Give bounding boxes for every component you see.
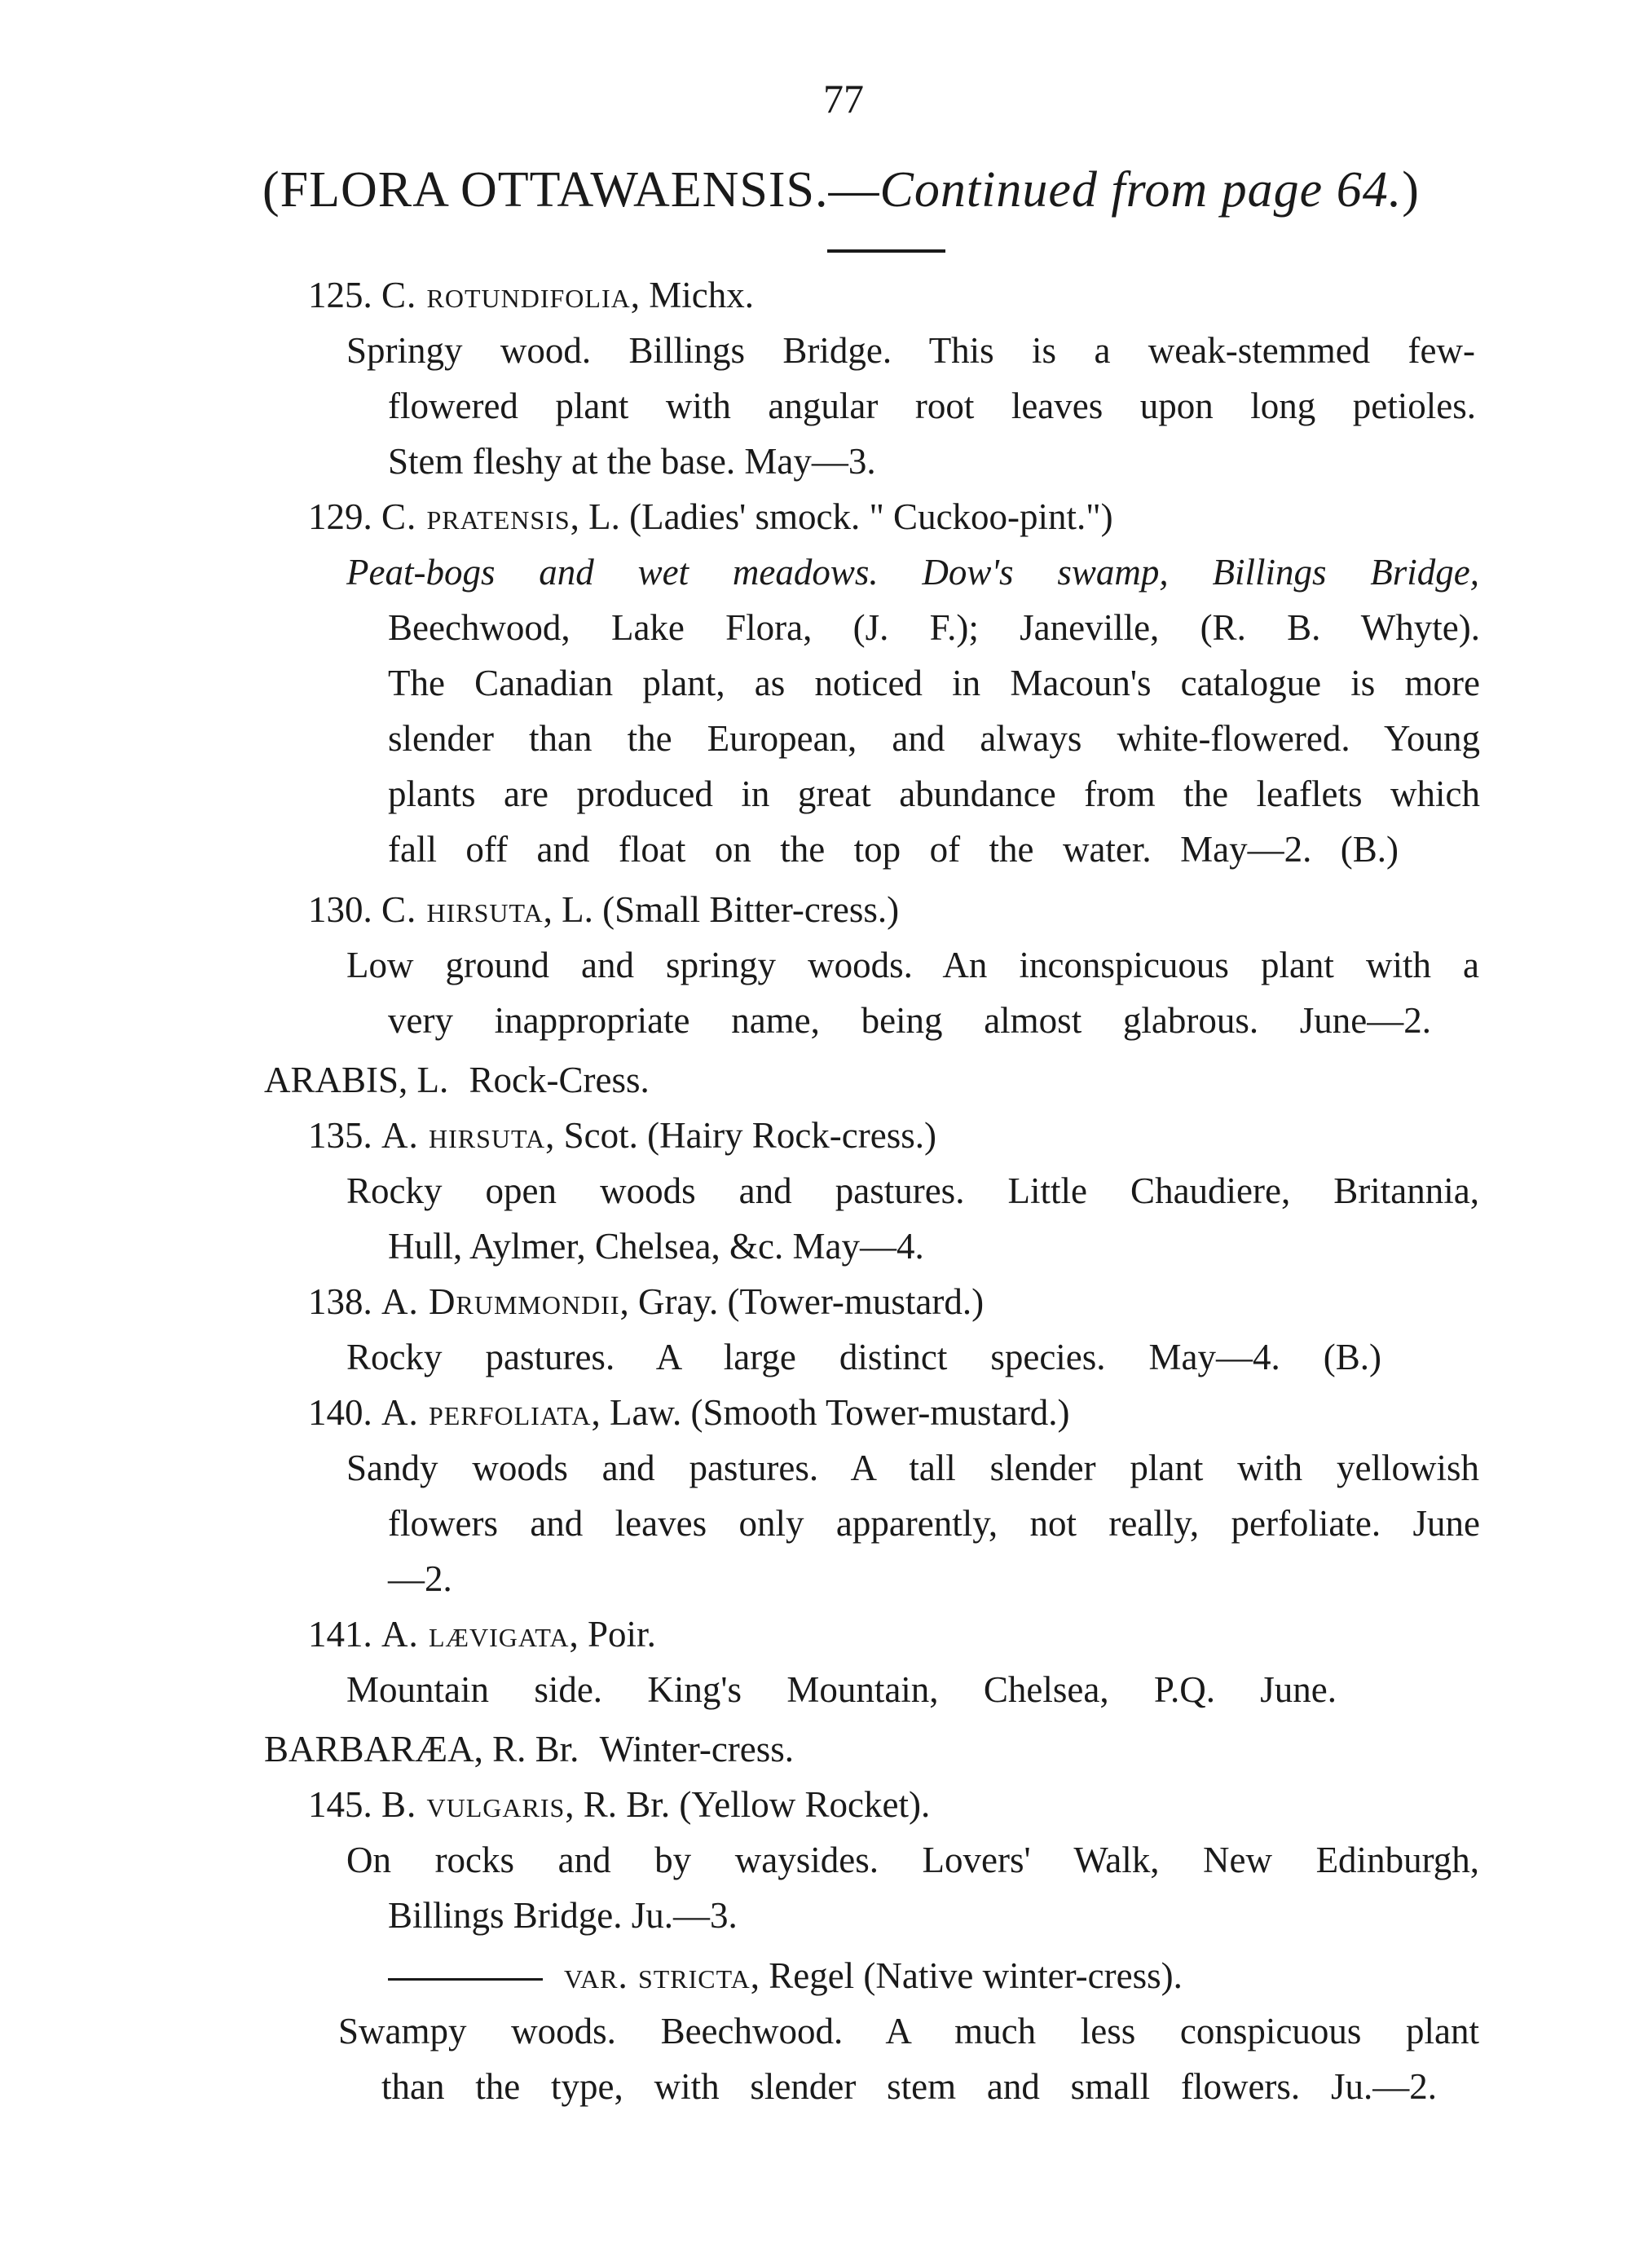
entry-125-text: flowered plant with angular root leaves upon long petioles. bbox=[388, 386, 1476, 426]
entry-number: 125. bbox=[308, 275, 372, 315]
entry-138-text: Rocky pastures. A large distinct species. May—4. (B.) bbox=[346, 1337, 1381, 1377]
species-name: C. hirsuta bbox=[381, 889, 544, 930]
entry-129-text: The Canadian plant, as noticed in Macoun's catalogue is more bbox=[388, 663, 1480, 703]
species-authority: , R. Br. (Yellow Rocket). bbox=[565, 1784, 931, 1825]
entry-125-text: Springy wood. Billings Bridge. This is a weak-stemmed few- bbox=[346, 330, 1475, 371]
title-main: (FLORA OTTAWAENSIS.— bbox=[262, 162, 880, 218]
species-name: A. perfoliata bbox=[381, 1392, 592, 1433]
genus-common-name: Rock-Cress. bbox=[469, 1060, 650, 1100]
entry-135-text: Rocky open woods and pastures. Little Chaudiere, Britannia, bbox=[346, 1170, 1479, 1211]
species-authority: , L. (Small Bitter-cress.) bbox=[543, 889, 900, 930]
entry-number: 140. bbox=[308, 1392, 372, 1433]
species-authority: , Gray. (Tower-mustard.) bbox=[619, 1281, 985, 1322]
entry-129-text: Beechwood, Lake Flora, (J. F.); Janeville, (R. B. Whyte). bbox=[388, 607, 1480, 648]
entry-125-text: Stem fleshy at the base. May—3. bbox=[388, 441, 876, 482]
entry-141-heading bbox=[308, 1616, 656, 1653]
entry-125-heading bbox=[308, 277, 754, 314]
entry-140-heading bbox=[308, 1392, 1070, 1433]
entry-145-text: Billings Bridge. Ju.—3. bbox=[388, 1895, 738, 1936]
entry-number: 145. bbox=[308, 1784, 372, 1825]
title-close: ) bbox=[1402, 162, 1420, 218]
variety-name: var. stricta bbox=[564, 1955, 751, 1996]
entry-140-text: Sandy woods and pastures. A tall slender plant with yellowish bbox=[346, 1448, 1479, 1488]
entry-number: 135. bbox=[308, 1115, 372, 1156]
title-rule bbox=[827, 249, 945, 253]
species-name: A. hirsuta bbox=[381, 1115, 546, 1156]
variety-text: Swampy woods. Beechwood. A much less conspicuous plant bbox=[338, 2011, 1479, 2051]
species-authority: , Law. (Smooth Tower-mustard.) bbox=[591, 1392, 1070, 1433]
entry-number: 141. bbox=[308, 1614, 372, 1655]
entry-145-heading bbox=[308, 1784, 931, 1825]
species-authority: , Scot. (Hairy Rock-cress.) bbox=[545, 1115, 936, 1156]
genus-heading-arabis bbox=[264, 1062, 650, 1099]
entry-140-text: flowers and leaves only apparently, not really, perfoliate. June bbox=[388, 1503, 1480, 1544]
variety-heading bbox=[388, 1955, 1183, 1996]
genus-common-name: Winter-cress. bbox=[599, 1729, 795, 1769]
entry-129-text: Peat-bogs and wet meadows. Dow's swamp, Billings Bridge, bbox=[346, 552, 1479, 593]
entry-number: 130. bbox=[308, 889, 372, 930]
page-number: 77 bbox=[823, 76, 864, 121]
species-authority: , Poir. bbox=[569, 1614, 656, 1655]
entry-129-text: slender than the European, and always white-flowered. Young bbox=[388, 718, 1480, 759]
entry-129-text: fall off and float on the top of the water. May—2. (B.) bbox=[388, 829, 1399, 870]
entry-145-text: On rocks and by waysides. Lovers' Walk, New Edinburgh, bbox=[346, 1840, 1479, 1880]
genus-heading-barbaraea bbox=[264, 1731, 794, 1768]
species-name: C. pratensis bbox=[381, 496, 570, 537]
entry-130-heading bbox=[308, 889, 900, 930]
entry-129-text: plants are produced in great abundance from the leaflets which bbox=[388, 773, 1480, 814]
entry-129-heading bbox=[308, 496, 1113, 537]
species-name: B. vulgaris bbox=[381, 1784, 566, 1825]
entry-135-heading bbox=[308, 1117, 936, 1154]
variety-authority: , Regel (Native winter-cress). bbox=[750, 1955, 1183, 1996]
genus-name: BARBARÆA, R. Br. bbox=[264, 1729, 579, 1769]
entry-135-text: Hull, Aylmer, Chelsea, &c. May—4. bbox=[388, 1226, 924, 1267]
entry-138-heading bbox=[308, 1281, 985, 1322]
species-name: A. lævigata bbox=[381, 1614, 570, 1655]
genus-name: ARABIS, L. bbox=[264, 1060, 449, 1100]
entry-140-text: —2. bbox=[388, 1558, 452, 1599]
species-name: C. rotundifolia bbox=[381, 275, 631, 315]
entry-141-text: Mountain side. King's Mountain, Chelsea, P.Q. June. bbox=[346, 1669, 1337, 1710]
entry-number: 138. bbox=[308, 1281, 372, 1322]
entry-number: 129. bbox=[308, 496, 372, 537]
species-authority: , Michx. bbox=[630, 275, 754, 315]
species-name: A. Drummondii bbox=[381, 1281, 620, 1322]
entry-130-text: Low ground and springy woods. An inconspicuous plant with a bbox=[346, 945, 1479, 985]
species-authority: , L. (Ladies' smock. " Cuckoo-pint.") bbox=[570, 496, 1113, 537]
page-title bbox=[262, 161, 1420, 219]
title-continued: Continued from page 64. bbox=[879, 162, 1403, 218]
ditto-rule bbox=[388, 1978, 543, 1981]
variety-text: than the type, with slender stem and small flowers. Ju.—2. bbox=[381, 2066, 1437, 2107]
entry-130-text: very inappropriate name, being almost glabrous. June—2. bbox=[388, 1000, 1431, 1041]
